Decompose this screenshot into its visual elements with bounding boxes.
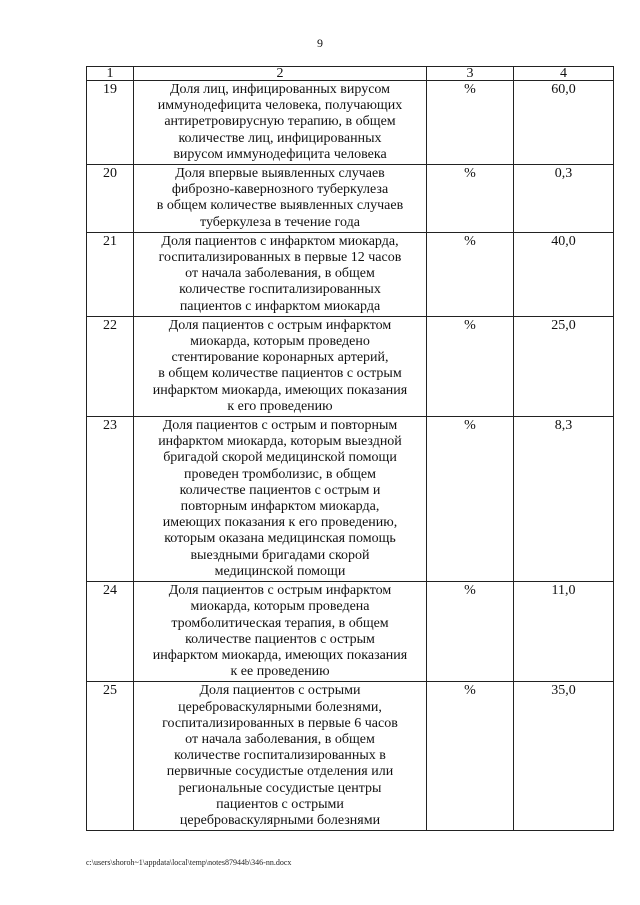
indicator-name (134, 582, 427, 682)
value-cell: 8,3 (514, 417, 614, 582)
unit-cell: % (427, 316, 514, 416)
table-row (87, 682, 614, 831)
value-cell: 60,0 (514, 81, 614, 165)
indicator-text-line: к его проведению (227, 398, 333, 414)
value-cell: 11,0 (514, 582, 614, 682)
unit-cell: % (427, 232, 514, 316)
indicator-text-line: пациентов с острыми (216, 796, 344, 812)
indicator-text-line: госпитализированных в первые 12 часов (158, 250, 402, 266)
indicator-name (134, 417, 427, 582)
indicator-name (134, 316, 427, 416)
indicator-text-line: повторным инфарктом миокарда, (180, 499, 380, 515)
table-row (87, 165, 614, 233)
indicator-text-line: медицинской помощи (214, 563, 346, 579)
table-row (87, 582, 614, 682)
row-number: 23 (87, 417, 134, 582)
row-number: 19 (87, 81, 134, 165)
row-number: 21 (87, 232, 134, 316)
indicator-text-line: бригадой скорой медицинской помощи (163, 450, 397, 466)
indicator-name (134, 232, 427, 316)
value-cell: 0,3 (514, 165, 614, 233)
indicator-name (134, 682, 427, 831)
indicator-text-line: тромболитическая терапия, в общем (171, 615, 389, 631)
indicator-text-line: Доля пациентов с острыми (199, 683, 361, 699)
indicator-text-line: выездными бригадами скорой (190, 547, 370, 563)
indicator-text-line: стентирование коронарных артерий, (171, 350, 389, 366)
indicator-text-line: к ее проведению (230, 664, 330, 680)
row-number: 25 (87, 682, 134, 831)
row-number: 24 (87, 582, 134, 682)
indicator-text-line: региональные сосудистые центры (178, 780, 382, 796)
header-cell-3: 3 (427, 67, 514, 81)
indicator-text-line: Доля пациентов с острым и повторным (162, 418, 398, 434)
table-row (87, 81, 614, 165)
indicator-text-line: фиброзно-кавернозного туберкулеза (171, 182, 389, 198)
indicator-text-line: антиретровирусную терапию, в общем (164, 114, 396, 130)
row-number: 20 (87, 165, 134, 233)
indicator-text-line: туберкулеза в течение года (200, 214, 360, 230)
row-number: 22 (87, 316, 134, 416)
indicator-text-line: количестве лиц, инфицированных (178, 130, 382, 146)
indicator-text-line: цереброваскулярными болезнями, (178, 699, 382, 715)
indicator-text-line: которым оказана медицинская помощь (164, 531, 396, 547)
indicator-text-line: от начала заболевания, в общем (185, 266, 375, 282)
unit-cell: % (427, 682, 514, 831)
indicator-text-line: инфарктом миокарда, которым выездной (158, 434, 402, 450)
indicator-text-line: миокарда, которым проведено (190, 334, 370, 350)
indicator-text-line: иммунодефицита человека, получающих (157, 98, 403, 114)
indicator-text-line: Доля лиц, инфицированных вирусом (169, 82, 391, 97)
indicator-text-line: имеющих показания к его проведению, (162, 515, 398, 531)
header-cell-2: 2 (134, 67, 427, 81)
indicator-text-line: в общем количестве выявленных случаев (156, 198, 404, 214)
indicator-text-line: инфарктом миокарда, имеющих показания (152, 382, 408, 398)
unit-cell: % (427, 165, 514, 233)
table-row (87, 417, 614, 582)
indicator-text-line: миокарда, которым проведена (190, 599, 370, 615)
header-cell-1: 1 (87, 67, 134, 81)
header-cell-4: 4 (514, 67, 614, 81)
value-cell: 35,0 (514, 682, 614, 831)
value-cell: 40,0 (514, 232, 614, 316)
indicator-name (134, 165, 427, 233)
indicator-text-line: пациентов с инфарктом миокарда (179, 298, 381, 314)
table-header-row (87, 67, 614, 81)
indicator-text-line: первичные сосудистые отделения или (166, 764, 394, 780)
indicator-text-line: количестве госпитализированных (179, 282, 381, 298)
page-number: 9 (317, 36, 323, 50)
indicator-text-line: количестве пациентов с острым и (179, 482, 381, 498)
indicator-text-line: в общем количестве пациентов с острым (158, 366, 402, 382)
indicator-name (134, 81, 427, 165)
indicators-table (86, 66, 614, 831)
indicator-text-line: вирусом иммунодефицита человека (173, 146, 387, 162)
file-path-footer: c:\users\shoroh~1\appdata\local\temp\notes87944b\346-nn.docx (86, 858, 292, 867)
value-cell: 25,0 (514, 316, 614, 416)
indicator-text-line: цереброваскулярными болезнями (179, 812, 381, 828)
table-row (87, 232, 614, 316)
indicator-text-line: Доля пациентов с острым инфарктом (168, 317, 392, 333)
indicator-text-line: Доля впервые выявленных случаев (175, 166, 385, 182)
table-row (87, 316, 614, 416)
unit-cell: % (427, 81, 514, 165)
indicator-text-line: Доля пациентов с острым инфарктом (168, 583, 392, 599)
indicator-text-line: инфарктом миокарда, имеющих показания (152, 647, 408, 663)
unit-cell: % (427, 582, 514, 682)
indicator-text-line: госпитализированных в первые 6 часов (162, 715, 398, 731)
unit-cell: % (427, 417, 514, 582)
indicator-text-line: проведен тромболизис, в общем (183, 466, 376, 482)
indicator-text-line: Доля пациентов с инфарктом миокарда, (161, 233, 399, 249)
indicator-text-line: от начала заболевания, в общем (185, 731, 375, 747)
indicator-text-line: количестве пациентов с острым (185, 631, 375, 647)
indicator-text-line: количестве госпитализированных в (174, 748, 386, 764)
